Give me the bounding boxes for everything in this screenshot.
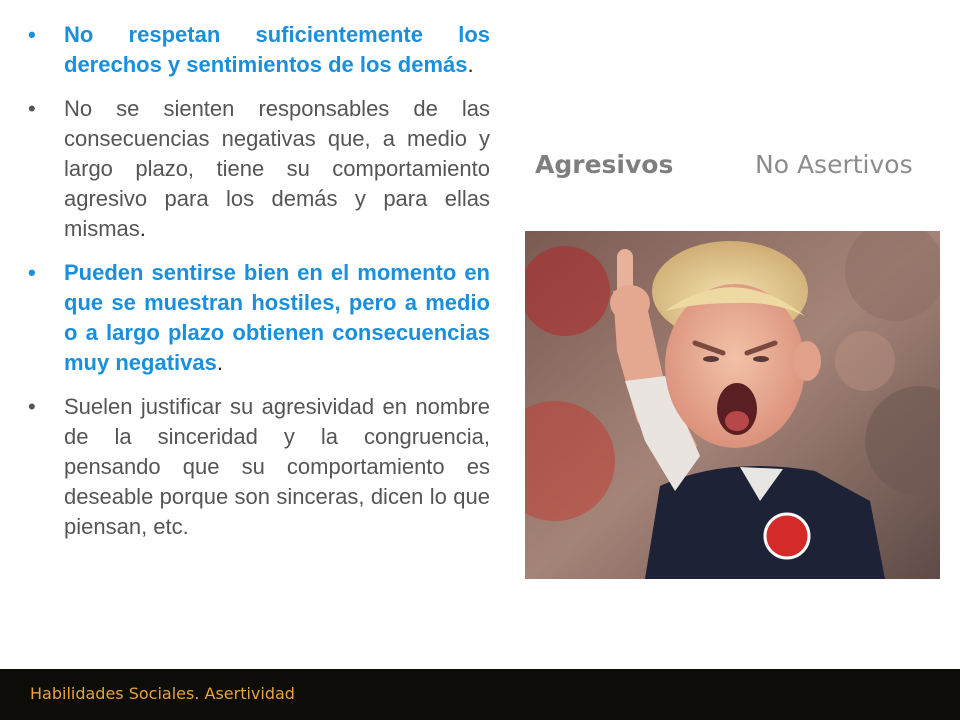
bullet-text: No se sienten responsables de las consecuencias negativas que, a medio y largo plazo, tiene su comportamiento agresivo para los demás y para ellas mismas <box>64 96 490 241</box>
bullet-list <box>28 20 490 556</box>
tab-no-asertivos[interactable]: No Asertivos <box>755 150 913 179</box>
bullet-text: Pueden sentirse bien en el momento en que se muestran hostiles, pero a medio o a largo plazo obtienen consecuencias muy negativas <box>64 260 490 375</box>
bullet-item <box>28 258 490 378</box>
bullet-marker: • <box>28 394 36 419</box>
bullet-marker: • <box>28 96 36 121</box>
tab-agresivos[interactable]: Agresivos <box>535 150 674 179</box>
bullet-end: . <box>467 52 474 77</box>
footer-bar <box>0 669 960 720</box>
bullet-text: Suelen justificar su agresividad en nombre de la sinceridad y la congruencia, pensando que su comportamiento es deseable porque son sinceras, dicen lo que piensan, etc. <box>64 394 490 539</box>
bullet-item <box>28 20 490 80</box>
bullet-marker: • <box>28 260 36 285</box>
bullet-text: No respetan suficientemente los derechos y sentimientos de los demás <box>64 22 490 77</box>
bullet-end: . <box>216 350 223 375</box>
bullet-item <box>28 94 490 244</box>
bullet-item <box>28 392 490 542</box>
bullet-end: . <box>139 216 146 241</box>
angry-child-photo <box>525 231 940 579</box>
bullet-marker: • <box>28 22 36 47</box>
footer-title: Habilidades Sociales. Asertividad <box>30 684 295 703</box>
